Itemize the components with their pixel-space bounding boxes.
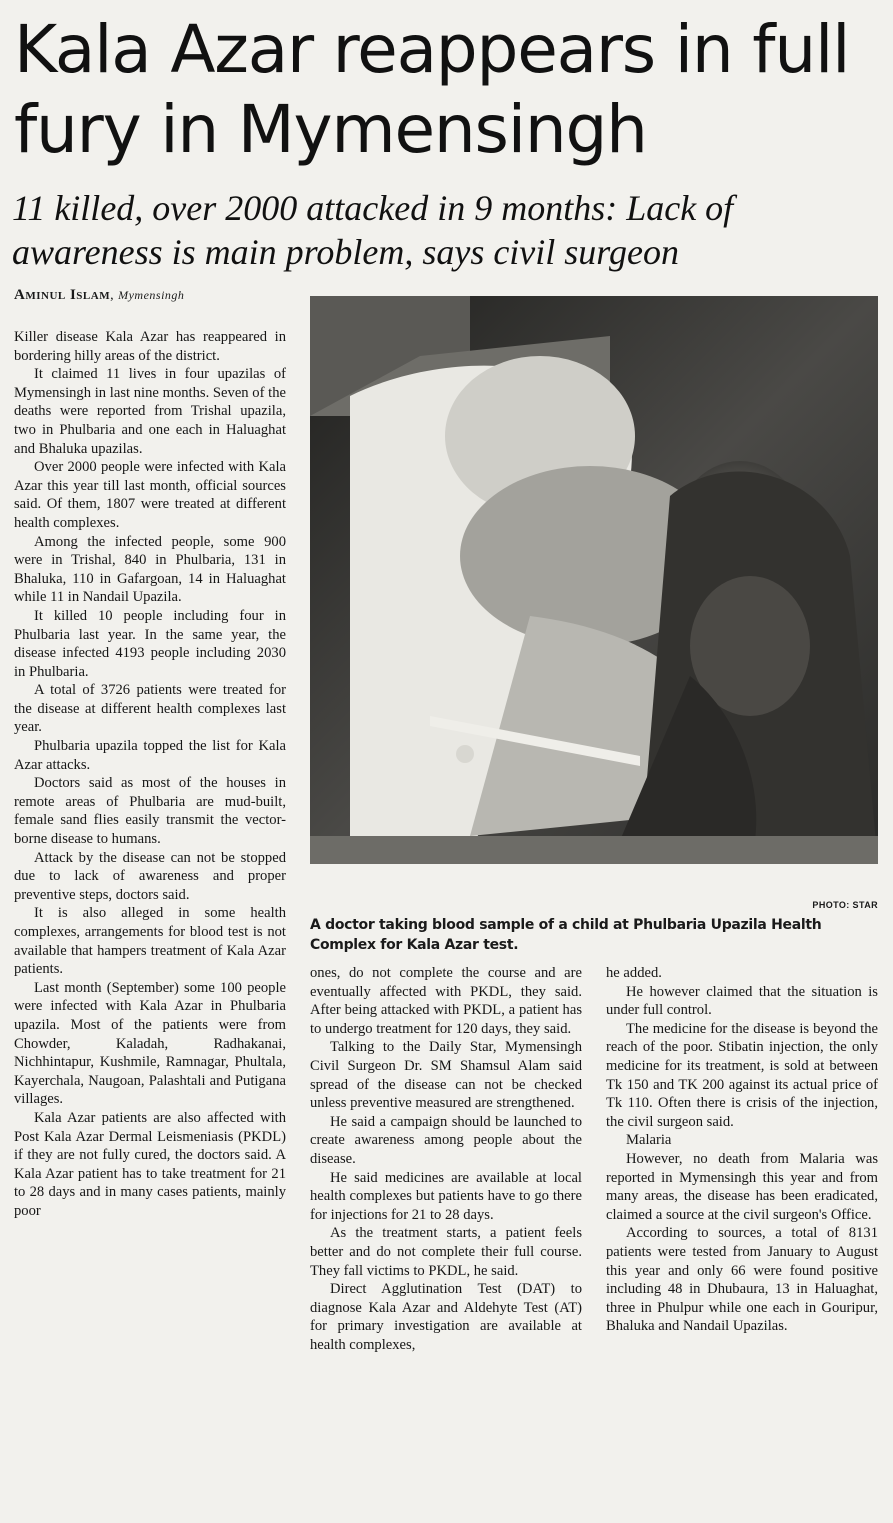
paragraph: A total of 3726 patients were treated for the disease at different health complexes last year. <box>14 682 286 736</box>
paragraph: Kala Azar patients are also affected with Post Kala Azar Dermal Leismeniasis (PKDL) if they are not fully cured, the doctors said. A Kala Azar patient has to take treatment for 21 to 28 days and in many cases patients, mainly poor <box>14 1109 286 1219</box>
paragraph: Over 2000 people were infected with Kala Azar this year till last month, official sources said. Of them, 1807 were treated at different health complexes. <box>14 459 286 531</box>
paragraph: Direct Agglutination Test (DAT) to diagnose Kala Azar and Aldehyte Test (AT) for primary investigation are available at health complexes, <box>310 1281 582 1353</box>
article-column-3 <box>606 964 878 1336</box>
paragraph: ones, do not complete the course and are eventually affected with PKDL, they said. After being attacked with PKDL, a patient has to undergo treatment for 120 days, they said. <box>310 965 582 1037</box>
paragraph: It is also alleged in some health complexes, arrangements for blood test is not available that hampers treatment of Kala Azar patients. <box>14 905 286 978</box>
paragraph: He said a campaign should be launched to create awareness among people about the disease. <box>310 1113 582 1167</box>
paragraph: Last month (September) some 100 people were infected with Kala Azar in Phulbaria upazila. Most of the patients were from Chowder, Kaladah, Radhakanai, Nichhintapur, Kushmile, Ramnagar, Phultala, Kayerchala, Naugoan, Palashtali and Putigana villages. <box>14 979 286 1108</box>
paragraph: Among the infected people, some 900 were in Trishal, 840 in Phulbaria, 131 in Bhaluka, 110 in Gafargoan, 14 in Haluaghat while 11 in Nandail Upazila. <box>14 533 286 606</box>
paragraph: he added. <box>606 965 662 981</box>
paragraph: The medicine for the disease is beyond the reach of the poor. Stibatin injection, the only medicine for its treatment, is sold at between Tk 150 and TK 200 against its actual price of Tk 110. Often there is crisis of the injection, the civil surgeon said. <box>606 1020 878 1130</box>
photo-illustration <box>310 296 878 864</box>
byline-author: Aminul Islam <box>14 287 111 303</box>
subheadline: 11 killed, over 2000 attacked in 9 months: Lack of awareness is main problem, says civil surgeon <box>12 188 734 272</box>
headline: Kala Azar reappears in full fury in Mymensingh <box>14 11 850 168</box>
paragraph: He however claimed that the situation is under full control. <box>606 983 878 1019</box>
article-column-1 <box>14 328 286 1221</box>
paragraph: It killed 10 people including four in Phulbaria last year. In the same year, the disease infected 4193 people including 2030 in Phulbaria. <box>14 607 286 680</box>
article-column-2 <box>310 964 582 1354</box>
paragraph: According to sources, a total of 8131 patients were tested from January to August this year and only 66 were found positive including 48 in Dhubaura, 13 in Haluaghat, three in Phulpur while one each in Gouripur, Bhaluka and Nandail Upazilas. <box>606 1225 878 1335</box>
byline-location: Mymensingh <box>118 288 185 302</box>
paragraph: Attack by the disease can not be stopped due to lack of awareness and proper preventive steps, doctors said. <box>14 849 286 903</box>
section-subhead: Malaria <box>626 1132 672 1149</box>
paragraph: As the treatment starts, a patient feels better and do not complete their full course. They fall victims to PKDL, he said. <box>310 1225 582 1279</box>
paragraph: However, no death from Malaria was reported in Mymensingh this year and from many areas, the disease has been eradicated, claimed a source at the civil surgeon's Office. <box>606 1150 878 1223</box>
photo-caption: A doctor taking blood sample of a child at Phulbaria Upazila Health Complex for Kala Azar test. <box>310 917 822 953</box>
paragraph: Phulbaria upazila topped the list for Kala Azar attacks. <box>14 738 286 773</box>
byline: Aminul Islam, Mymensingh <box>14 287 185 303</box>
news-photo <box>310 296 878 864</box>
paragraph: Killer disease Kala Azar has reappeared in bordering hilly areas of the district. <box>14 329 286 364</box>
paragraph: It claimed 11 lives in four upazilas of Mymensingh in last nine months. Seven of the deaths were reported from Trishal upazila, two in Phulbaria and one each in Haluaghat and Bhaluka upazilas. <box>14 366 286 457</box>
photo-credit: PHOTO: STAR <box>812 900 878 910</box>
paragraph: Talking to the Daily Star, Mymensingh Civil Surgeon Dr. SM Shamsul Alam said spread of the disease can not be checked unless preventive measured are strengthened. <box>310 1039 582 1112</box>
paragraph: Doctors said as most of the houses in remote areas of Phulbaria are mud-built, female sand flies easily transmit the vector-borne disease to humans. <box>14 775 286 848</box>
paragraph: He said medicines are available at local health complexes but patients have to go there for injections for 21 to 28 days. <box>310 1169 582 1223</box>
